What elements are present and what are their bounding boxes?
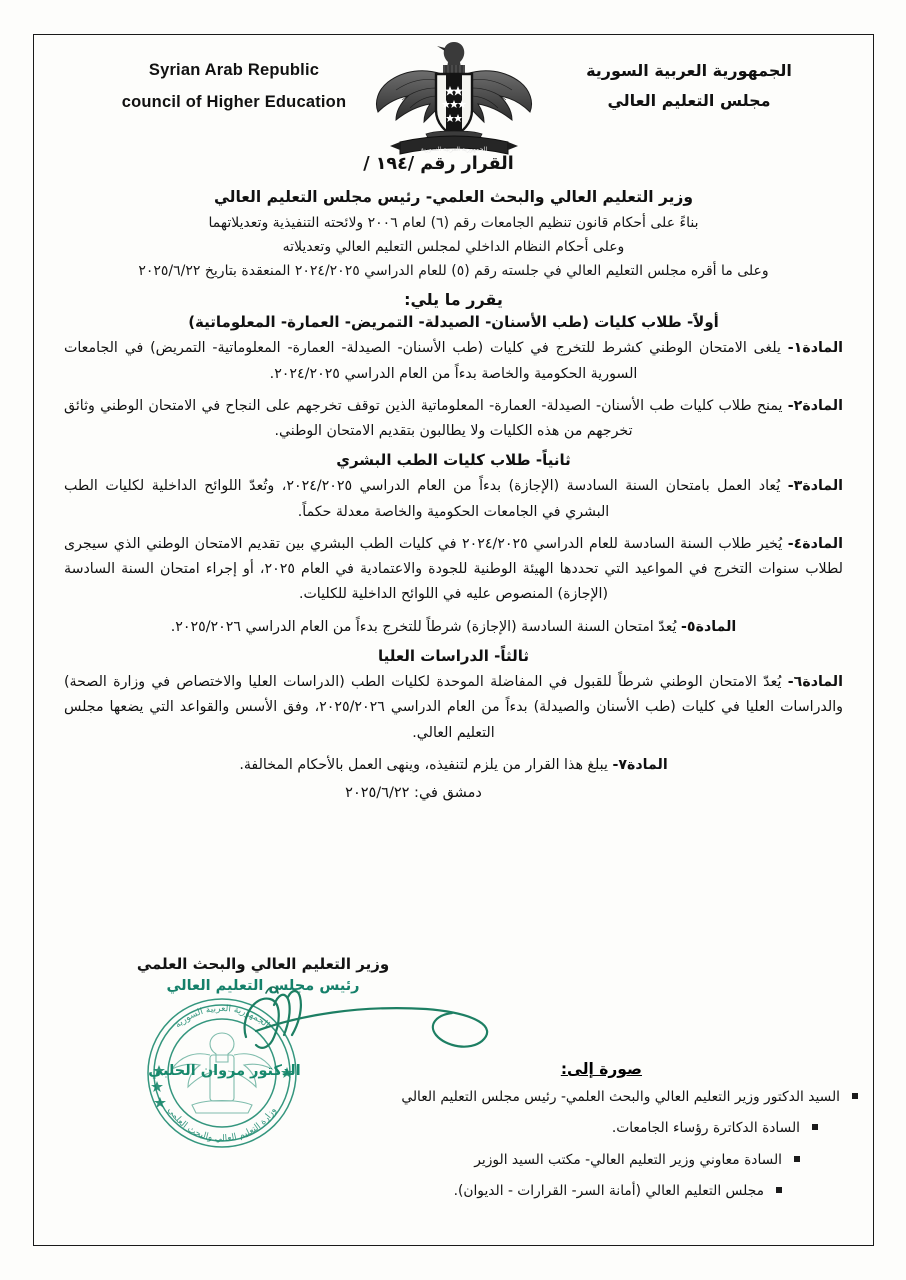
cc-list-item: مجلس التعليم العالي (أمانة السر- القرارات - الديوان). — [340, 1180, 860, 1202]
article-5 — [34, 615, 873, 640]
article-6-label: المادة٦- — [787, 674, 843, 691]
article-4-text: يُخير طلاب السنة السادسة للعام الدراسي ٢٠٢٤/٢٠٢٥ في كليات الطب البشري بين تقديم الامتحان الوطني الذي سيجرى لطلاب سنوات التخرج في المواعيد التي تحددها الهيئة الوطنية للجودة والاعتمادية في العام ٢٠٢٥، أو إجراء امتحان السنة السادسة (الإجازة) المنصوص عليه في اللوائح الداخلية للكليات. — [64, 535, 843, 603]
decision-number: القرار رقم /١٩٤ / — [363, 154, 514, 174]
place-and-date: دمشق في: ٢٠٢٥/٦/٢٢ — [345, 785, 482, 802]
english-letterhead — [94, 54, 374, 118]
section-two-heading: ثانياً- طلاب كليات الطب البشري — [336, 451, 571, 470]
preamble-line-3: وعلى ما أقره مجلس التعليم العالي في جلسته رقم (٥) للعام الدراسي ٢٠٢٤/٢٠٢٥ المنعقدة بتاريخ ٢٠٢٥/٦/٢٢ — [138, 263, 769, 280]
section-one-heading: أولاً- طلاب كليات (طب الأسنان- الصيدلة- التمريض- العمارة- المعلوماتية) — [188, 313, 719, 332]
cc-distribution-block — [340, 1060, 860, 1211]
cc-list — [340, 1086, 860, 1202]
decrees-label: يقرر ما يلي: — [404, 290, 503, 310]
section-three — [34, 647, 873, 778]
article-3-text: يُعاد العمل بامتحان السنة السادسة (الإجازة) بدءاً من العام الدراسي ٢٠٢٤/٢٠٢٥، وتُعدّ اللوائح الداخلية لكليات الطب البشري في الجامعات الحكومية والخاصة معدلة حكماً. — [64, 478, 781, 520]
arabic-letterhead — [539, 56, 839, 115]
article-7 — [34, 753, 873, 778]
arabic-letterhead-line2: مجلس التعليم العالي — [607, 90, 771, 110]
article-5-label: المادة٥- — [681, 618, 737, 635]
article-3-label: المادة٣- — [787, 478, 844, 495]
article-4 — [34, 532, 873, 608]
preamble-line-1: بناءً على أحكام قانون تنظيم الجامعات رقم (٦) لعام ٢٠٠٦ ولائحته التنفيذية وتعديلاتهما — [208, 215, 699, 231]
syrian-eagle-emblem-icon — [366, 38, 542, 158]
article-6-text: يُعدّ الامتحان الوطني شرطاً للقبول في المفاضلة الموحدة لكليات الطب (الدراسات العليا والاختصاص في وزارة الصحة) والدراسات العليا في كليات (طب الأسنان والصيدلة) بدءاً من العام الدراسي ٢٠٢٥/٢٠٢٦، وفق الأسس والقواعد التي يضعها مجلس التعليم العالي. — [64, 674, 843, 741]
article-6 — [34, 670, 873, 746]
article-3 — [34, 474, 873, 525]
stamp-ring-bottom-text: وزارة التعليم العالي والبحث العلمي — [165, 1105, 279, 1145]
cc-list-item: السادة الدكاترة رؤساء الجامعات. — [340, 1117, 860, 1139]
article-5-text: يُعدّ امتحان السنة السادسة (الإجازة) شرطاً للتخرج بدءاً من العام الدراسي ٢٠٢٥/٢٠٢٦. — [170, 618, 677, 635]
article-2-text: يمنح طلاب كليات طب الأسنان- الصيدلة- العمارة- المعلوماتية الذين توقف تخرجهم على النجاح في الامتحان الوطني وثائق تخرجهم من هذه الكليات ولا يطالبون بتقديم الامتحان الوطني. — [64, 397, 783, 440]
cc-list-item: السادة معاوني وزير التعليم العالي- مكتب السيد الوزير — [340, 1149, 860, 1171]
article-7-label: المادة٧- — [612, 756, 668, 773]
signature-title-line2: رئيس مجلس التعليم العالي — [166, 977, 360, 994]
official-stamp — [122, 993, 327, 1153]
signature-name: الدكتور مروان الحلبي — [148, 1063, 301, 1079]
emblem-banner-text: الجمهورية العربية السورية — [420, 146, 487, 153]
arabic-letterhead-line1: الجمهورية العربية السورية — [586, 61, 792, 80]
signature-block — [118, 952, 408, 994]
signatory-title: وزير التعليم العالي والبحث العلمي- رئيس مجلس التعليم العالي — [213, 188, 693, 206]
cc-list-item: السيد الدكتور وزير التعليم العالي والبحث العلمي- رئيس مجلس التعليم العالي — [340, 1086, 860, 1108]
preamble-line-2: وعلى أحكام النظام الداخلي لمجلس التعليم العالي وتعديلاته — [282, 239, 625, 256]
article-2-label: المادة٢- — [787, 397, 843, 414]
section-three-heading: ثالثاً- الدراسات العليا — [377, 647, 530, 666]
english-letterhead-line2: council of Higher Education — [121, 93, 347, 112]
stamp-ring-top-text: الجمهورية العربية السورية — [173, 1003, 271, 1031]
article-2 — [34, 394, 873, 445]
section-one — [34, 313, 873, 444]
document-body — [34, 146, 873, 801]
cc-title: صورة إلى: — [560, 1060, 642, 1078]
article-1-text: يلغى الامتحان الوطني كشرط للتخرج في كليات (طب الأسنان- الصيدلة- العمارة- المعلوماتية- التمريض) في الجامعات السورية الحكومية والخاصة بدءاً من العام الدراسي ٢٠٢٤/٢٠٢٥. — [64, 340, 781, 382]
section-two — [34, 451, 873, 640]
article-7-text: يبلغ هذا القرار من يلزم لتنفيذه، وينهى العمل بالأحكام المخالفة. — [239, 756, 608, 773]
english-letterhead-line1: Syrian Arab Republic — [148, 61, 320, 79]
article-1 — [34, 336, 873, 387]
preamble-block — [34, 188, 873, 283]
document-header — [34, 36, 873, 153]
article-1-label: المادة١- — [787, 340, 844, 357]
article-4-label: المادة٤- — [787, 535, 843, 552]
signature-title-line1: وزير التعليم العالي والبحث العلمي — [136, 955, 390, 973]
